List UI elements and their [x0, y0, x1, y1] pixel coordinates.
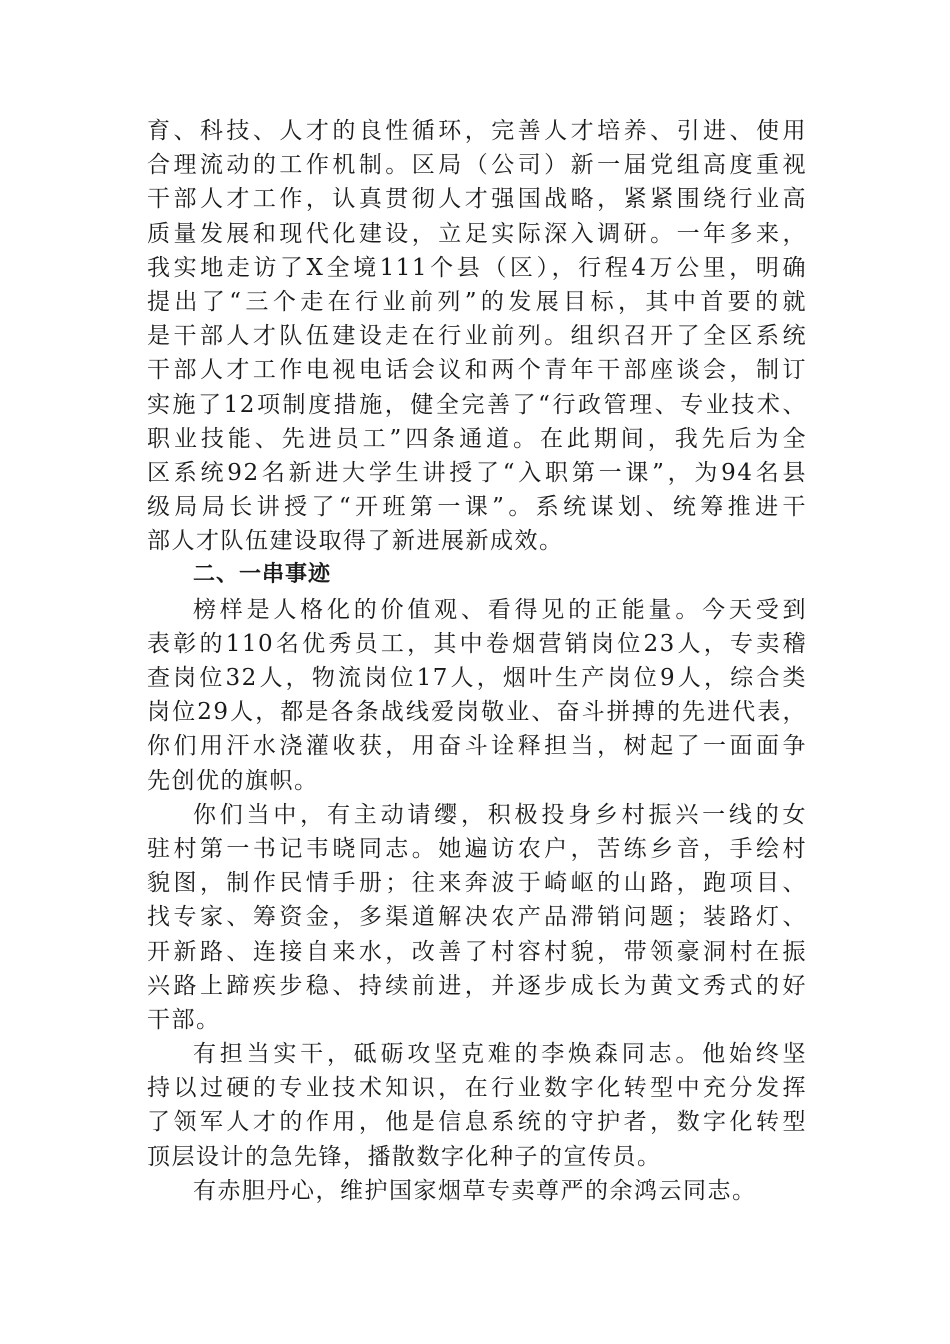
text-line: 质量发展和现代化建设，立足实际深入调研。一年多来，	[147, 220, 807, 247]
text-line: 有赤胆丹心，维护国家烟草专卖尊严的余鸿云同志。	[193, 1177, 757, 1204]
text-line: 职业技能、先进员工”四条通道。在此期间，我先后为全	[147, 425, 807, 452]
text-line: 榜样是人格化的价值观、看得见的正能量。今天受到	[193, 596, 807, 623]
text-line: 是干部人才队伍建设走在行业前列。组织召开了全区系统	[147, 323, 807, 350]
text-line: 岗位29人，都是各条战线爱岗敬业、奋斗拼搏的先进代表，	[147, 699, 807, 726]
text-line: 我实地走访了X全境111个县（区），行程4万公里，明确	[147, 254, 807, 281]
section-heading: 二、一串事迹	[193, 562, 332, 588]
text-line: 级局局长讲授了“开班第一课”。系统谋划、统筹推进干	[147, 494, 807, 521]
text-line: 干部。	[147, 1006, 221, 1033]
body-text	[147, 114, 807, 1208]
text-line: 你们用汗水浇灌收获，用奋斗诠释担当，树起了一面面争	[147, 733, 807, 760]
paragraph-role-models	[147, 593, 807, 798]
text-line: 干部人才工作电视电话会议和两个青年干部座谈会，制订	[147, 357, 807, 384]
text-line: 先创优的旗帜。	[147, 767, 319, 794]
text-line: 区系统92名新进大学生讲授了“入职第一课”，为94名县	[147, 459, 807, 486]
text-line: 持以过硬的专业技术知识，在行业数字化转型中充分发挥	[147, 1075, 807, 1102]
paragraph-talent-work	[147, 114, 807, 558]
text-line: 育、科技、人才的良性循环，完善人才培养、引进、使用	[147, 118, 807, 144]
text-line: 貌图，制作民情手册；往来奔波于崎岖的山路，跑项目、	[147, 870, 807, 897]
text-line: 找专家、筹资金，多渠道解决农产品滞销问题；装路灯、	[147, 904, 807, 931]
text-line: 兴路上蹄疾步稳、持续前进，并逐步成长为黄文秀式的好	[147, 972, 807, 999]
paragraph-yu-hongyun	[147, 1174, 807, 1208]
text-line: 表彰的110名优秀员工，其中卷烟营销岗位23人，专卖稽	[147, 630, 807, 657]
text-line: 查岗位32人，物流岗位17人，烟叶生产岗位9人，综合类	[147, 665, 807, 691]
text-line: 实施了12项制度措施，健全完善了“行政管理、专业技术、	[147, 391, 807, 418]
text-line: 提出了“三个走在行业前列”的发展目标，其中首要的就	[147, 288, 807, 315]
text-line: 合理流动的工作机制。区局（公司）新一届党组高度重视	[147, 152, 807, 179]
text-line: 开新路、连接自来水，改善了村容村貌，带领豪洞村在振	[147, 938, 807, 965]
text-line: 顶层设计的急先锋，播散数字化种子的宣传员。	[147, 1143, 662, 1170]
text-line: 了领军人才的作用，他是信息系统的守护者，数字化转型	[147, 1109, 807, 1136]
text-line: 你们当中，有主动请缨，积极投身乡村振兴一线的女	[193, 801, 807, 828]
text-line: 部人才队伍建设取得了新进展新成效。	[147, 528, 564, 555]
paragraph-wei-xiao	[147, 798, 807, 1037]
text-line: 驻村第一书记韦晓同志。她遍访农户，苦练乡音，手绘村	[147, 835, 807, 862]
text-line: 有担当实干，砥砺攻坚克难的李焕森同志。他始终坚	[193, 1041, 807, 1068]
text-line: 干部人才工作，认真贯彻人才强国战略，紧紧围绕行业高	[147, 186, 807, 213]
paragraph-li-huansen	[147, 1037, 807, 1174]
